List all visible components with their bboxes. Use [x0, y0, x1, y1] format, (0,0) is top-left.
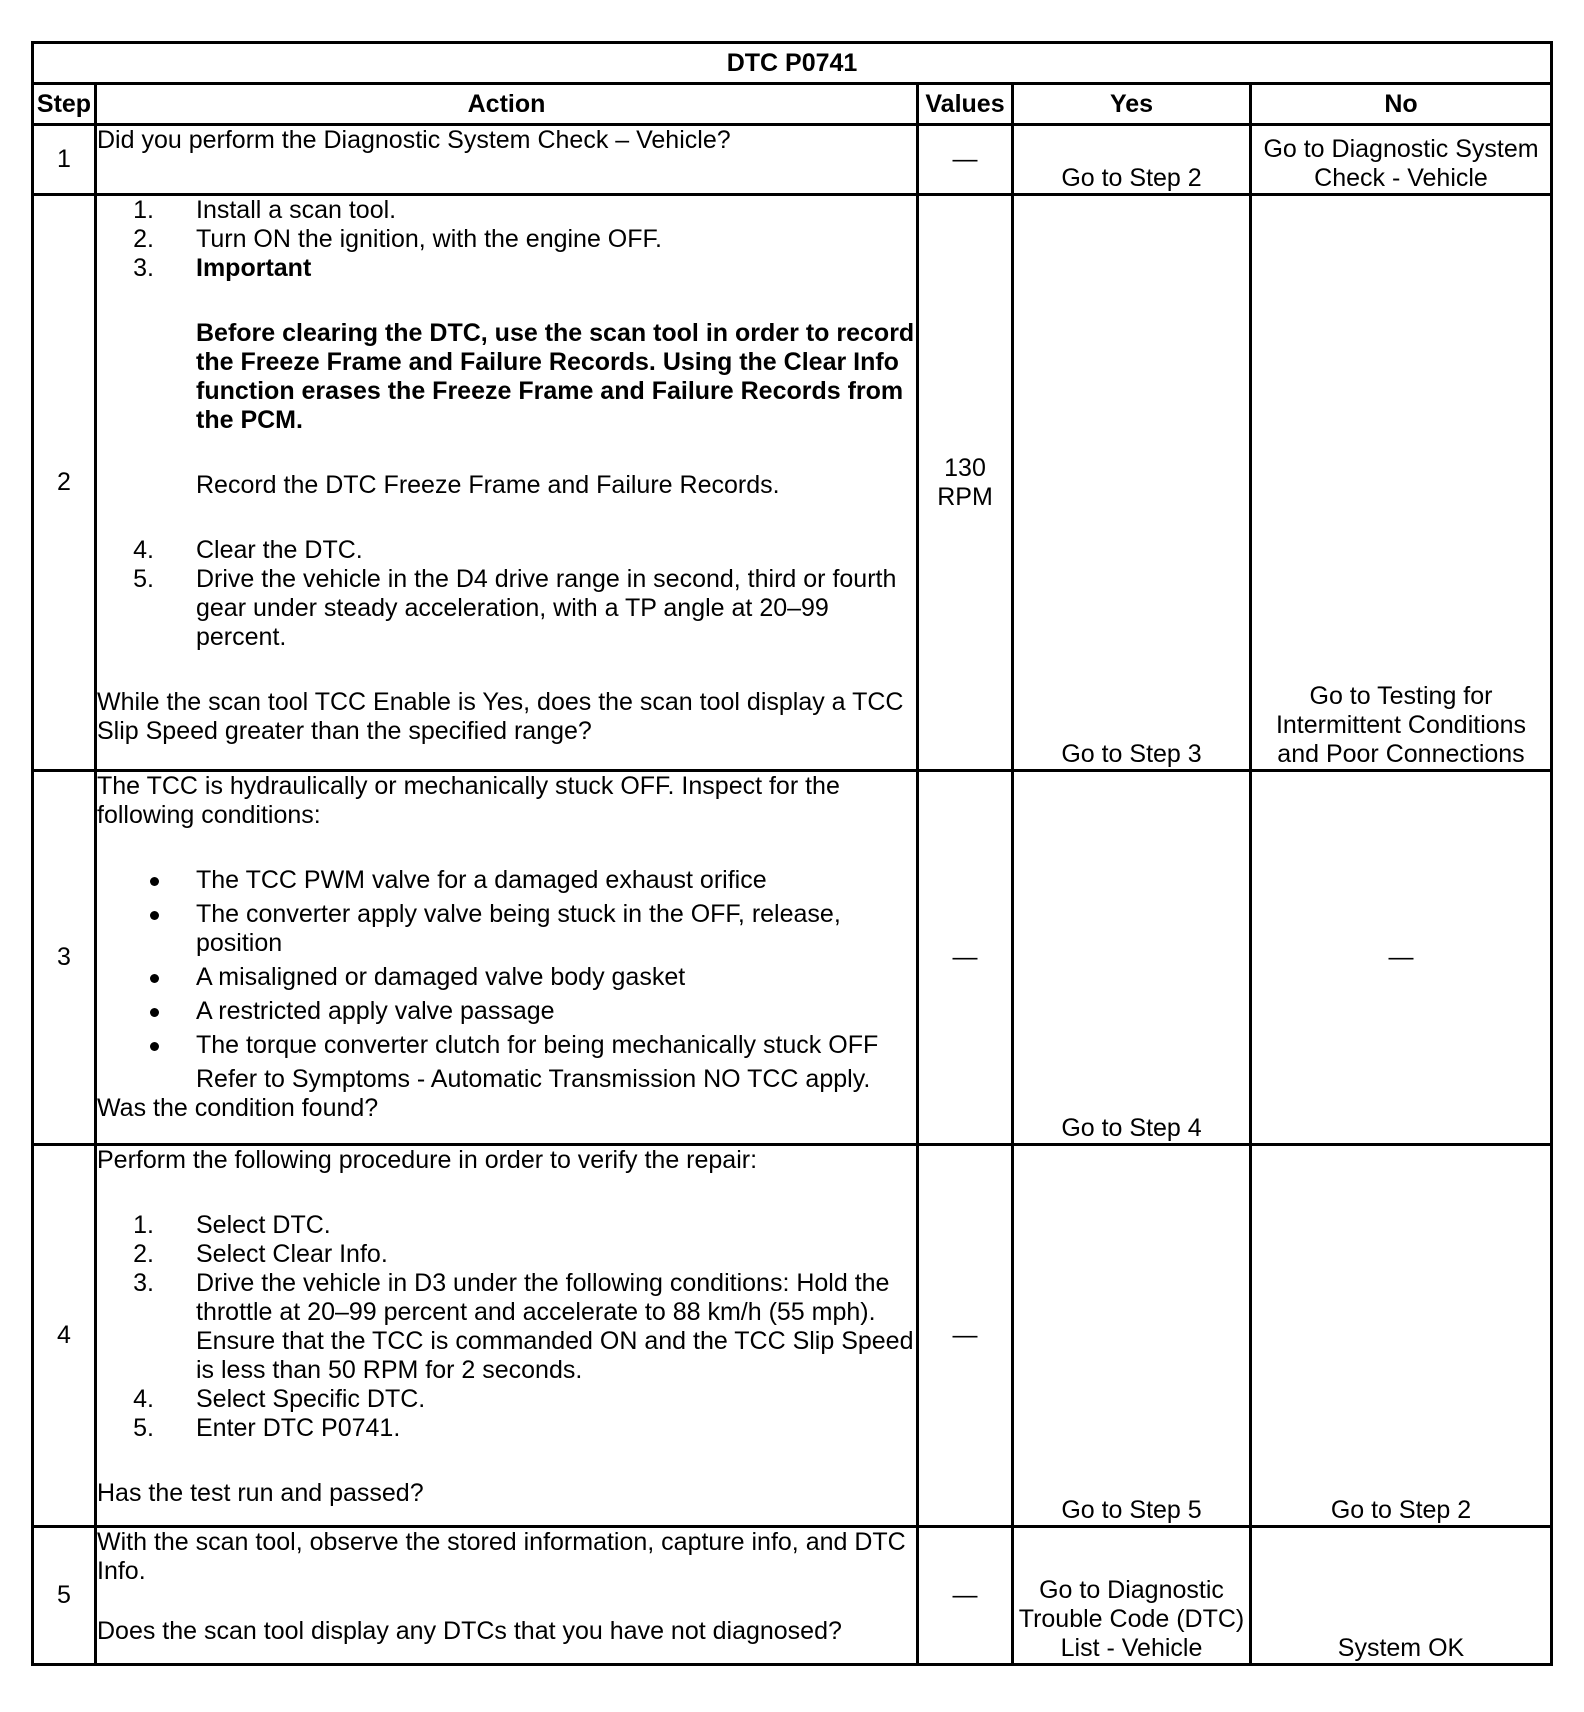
header-action: Action — [96, 84, 918, 125]
list-item: A misaligned or damaged valve body gasket — [97, 963, 916, 992]
record-instruction: Record the DTC Freeze Frame and Failure Records. — [196, 471, 780, 499]
action-question: Does the scan tool display any DTCs that you have not diagnosed? — [97, 1617, 842, 1645]
refer-text: Refer to Symptoms - Automatic Transmission NO TCC apply. — [196, 1065, 871, 1093]
list-item: 5. Enter DTC P0741. — [133, 1414, 401, 1442]
procedure-list — [97, 196, 916, 283]
no-line: Check - Vehicle — [1314, 164, 1488, 192]
table-title: DTC P0741 — [33, 43, 1552, 84]
step-number: 3 — [33, 771, 96, 1145]
header-yes: Yes — [1013, 84, 1251, 125]
action-intro: With the scan tool, observe the stored information, capture info, and DTC Info. — [97, 1528, 906, 1585]
yes-line: List - Vehicle — [1060, 1634, 1203, 1662]
yes-cell: Go to Step 4 — [1013, 771, 1251, 1145]
yes-cell: Go to Step 5 — [1013, 1145, 1251, 1527]
values-cell: — — [918, 1527, 1013, 1665]
table-row — [33, 1145, 1552, 1527]
values-cell — [918, 195, 1013, 771]
procedure-list — [97, 536, 916, 652]
list-item: The torque converter clutch for being mechanically stuck OFF — [97, 1031, 916, 1060]
dtc-table — [31, 41, 1553, 1666]
values-cell: — — [918, 125, 1013, 195]
step-number: 4 — [33, 1145, 96, 1527]
list-item: The TCC PWM valve for a damaged exhaust orifice — [97, 866, 916, 895]
header-step: Step — [33, 84, 96, 125]
no-cell: Go to Step 2 — [1251, 1145, 1552, 1527]
table-row — [33, 1527, 1552, 1665]
important-note: Before clearing the DTC, use the scan tool in order to record the Freeze Frame and Failure Records. Using the Clear Info function erases the Freeze Frame and Failure Records from the PCM. — [196, 319, 915, 434]
action-intro: The TCC is hydraulically or mechanically stuck OFF. Inspect for the following conditions: — [97, 772, 840, 829]
no-cell — [1251, 125, 1552, 195]
values-cell: — — [918, 771, 1013, 1145]
list-item: 1. Install a scan tool. — [133, 196, 397, 224]
header-values: Values — [918, 84, 1013, 125]
yes-cell: Go to Step 2 — [1013, 125, 1251, 195]
yes-cell: Go to Step 3 — [1013, 195, 1251, 771]
action-cell — [96, 771, 918, 1145]
step-number: 5 — [33, 1527, 96, 1665]
no-cell: — — [1251, 771, 1552, 1145]
no-line: Go to Testing for — [1309, 682, 1493, 710]
list-item: 3. Important — [133, 254, 312, 282]
action-question: Has the test run and passed? — [97, 1479, 424, 1507]
values-cell: — — [918, 1145, 1013, 1527]
no-cell — [1251, 195, 1552, 771]
list-item: 1. Select DTC. — [133, 1211, 331, 1239]
list-item: 4. Clear the DTC. — [133, 536, 363, 564]
no-line: and Poor Connections — [1277, 740, 1525, 768]
action-question: Was the condition found? — [97, 1094, 379, 1122]
action-cell — [96, 195, 918, 771]
list-item: 2. Turn ON the ignition, with the engine OFF. — [133, 225, 662, 253]
header-no: No — [1251, 84, 1552, 125]
list-item: 2. Select Clear Info. — [133, 1240, 388, 1268]
action-cell — [96, 125, 918, 195]
value-number: 130 — [944, 453, 986, 482]
step-number: 1 — [33, 125, 96, 195]
procedure-list — [97, 1211, 916, 1443]
list-item: 5. Drive the vehicle in the D4 drive range in second, third or fourth gear under steady acceleration, with a TP angle at 20–99 percent. — [133, 565, 897, 651]
step-number: 2 — [33, 195, 96, 771]
action-question: Did you perform the Diagnostic System Check – Vehicle? — [97, 126, 731, 154]
list-item: The converter apply valve being stuck in the OFF, release, position — [97, 900, 916, 958]
yes-line: Trouble Code (DTC) — [1018, 1605, 1245, 1633]
list-item: 4. Select Specific DTC. — [133, 1385, 426, 1413]
table-row — [33, 195, 1552, 771]
no-line: Go to Diagnostic System — [1263, 135, 1539, 163]
action-cell — [96, 1527, 918, 1665]
no-line: Intermittent Conditions — [1275, 711, 1527, 739]
action-question: While the scan tool TCC Enable is Yes, does the scan tool display a TCC Slip Speed greater than the specified range? — [97, 688, 904, 745]
value-unit: RPM — [937, 482, 993, 511]
table-row — [33, 771, 1552, 1145]
list-item: A restricted apply valve passage — [97, 997, 916, 1026]
table-row — [33, 125, 1552, 195]
no-cell: System OK — [1251, 1527, 1552, 1665]
yes-cell — [1013, 1527, 1251, 1665]
condition-list — [97, 866, 916, 1060]
list-item: 3. Drive the vehicle in D3 under the following conditions: Hold the throttle at 20–99 percent and accelerate to 88 km/h (55 mph). Ensure that the TCC is commanded ON and the TCC Slip Speed is less than 50 RPM for 2 seconds. — [133, 1269, 914, 1384]
yes-line: Go to Diagnostic — [1039, 1576, 1224, 1604]
action-intro: Perform the following procedure in order to verify the repair: — [97, 1146, 758, 1174]
action-cell — [96, 1145, 918, 1527]
